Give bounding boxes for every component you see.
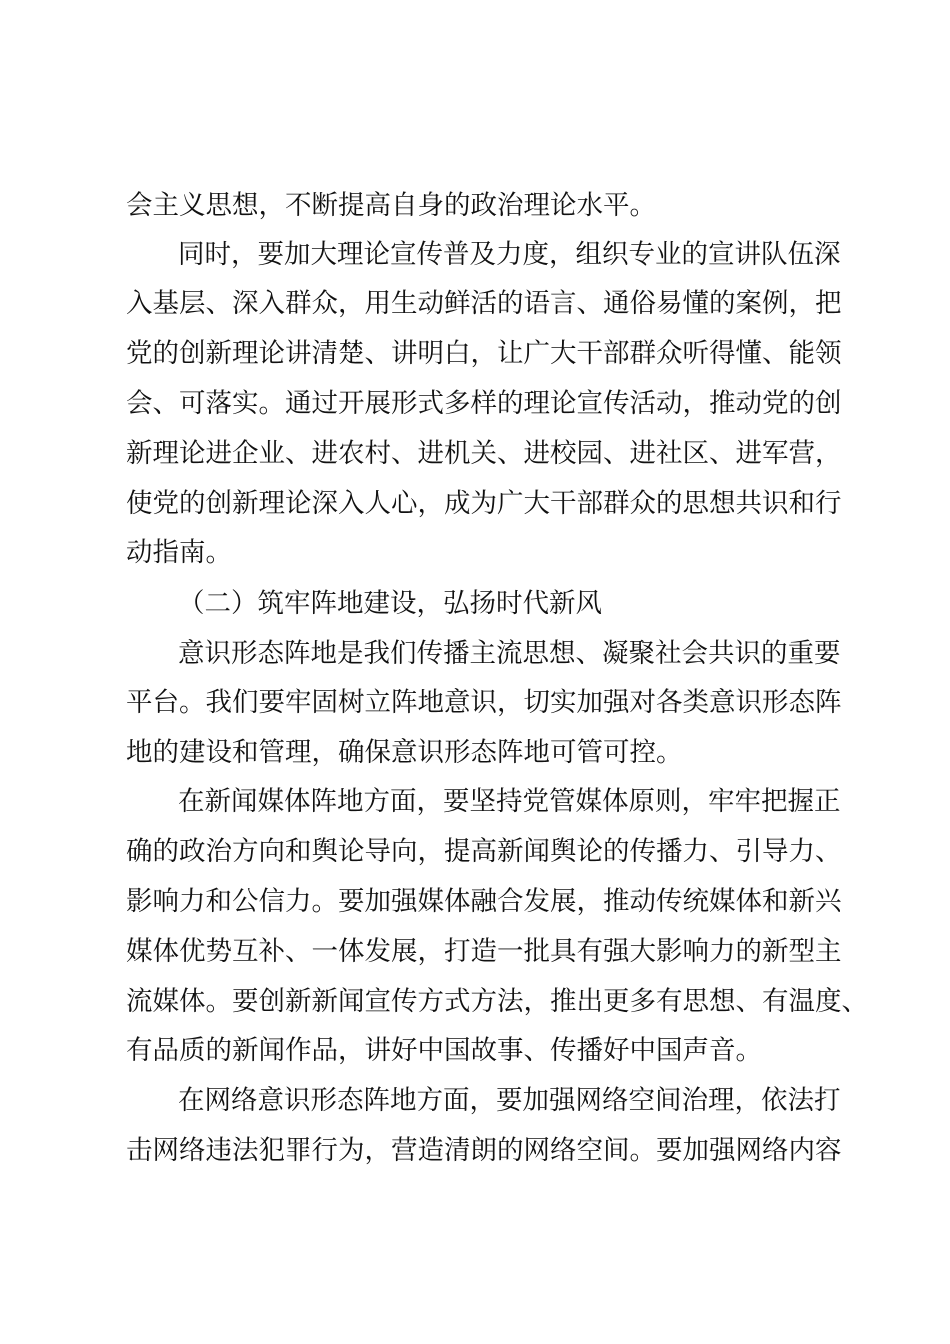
text-line: 平台。我们要牢固树立阵地意识，切实加强对各类意识形态阵	[126, 687, 842, 718]
text-line: 使党的创新理论深入人心，成为广大干部群众的思想共识和行	[126, 488, 842, 519]
text-line: 入基层、深入群众，用生动鲜活的语言、通俗易懂的案例，把	[126, 288, 842, 319]
text-line: 会主义思想，不断提高自身的政治理论水平。	[126, 190, 656, 221]
text-line: 流媒体。要创新新闻宣传方式方法，推出更多有思想、有温度、	[126, 986, 868, 1017]
text-line: 击网络违法犯罪行为，营造清朗的网络空间。要加强网络内容	[126, 1135, 842, 1166]
paragraph-start-line: 在网络意识形态阵地方面，要加强网络空间治理，依法打	[178, 1085, 841, 1116]
text-line: 影响力和公信力。要加强媒体融合发展，推动传统媒体和新兴	[126, 886, 842, 917]
paragraph-start-line: 同时，要加大理论宣传普及力度，组织专业的宣讲队伍深	[178, 239, 841, 270]
text-line: 党的创新理论讲清楚、讲明白，让广大干部群众听得懂、能领	[126, 338, 842, 369]
section-heading: （二）筑牢阵地建设，弘扬时代新风	[178, 588, 602, 619]
text-line: 有品质的新闻作品，讲好中国故事、传播好中国声音。	[126, 1035, 762, 1066]
paragraph-start-line: 意识形态阵地是我们传播主流思想、凝聚社会共识的重要	[178, 638, 841, 669]
text-line: 地的建设和管理，确保意识形态阵地可管可控。	[126, 737, 683, 768]
text-line: 新理论进企业、进农村、进机关、进校园、进社区、进军营，	[126, 438, 842, 469]
paragraph-start-line: 在新闻媒体阵地方面，要坚持党管媒体原则，牢牢把握正	[178, 786, 841, 817]
text-line: 媒体优势互补、一体发展，打造一批具有强大影响力的新型主	[126, 936, 842, 967]
text-line: 动指南。	[126, 537, 232, 568]
text-line: 会、可落实。通过开展形式多样的理论宣传活动，推动党的创	[126, 388, 842, 419]
text-line: 确的政治方向和舆论导向，提高新闻舆论的传播力、引导力、	[126, 836, 842, 867]
